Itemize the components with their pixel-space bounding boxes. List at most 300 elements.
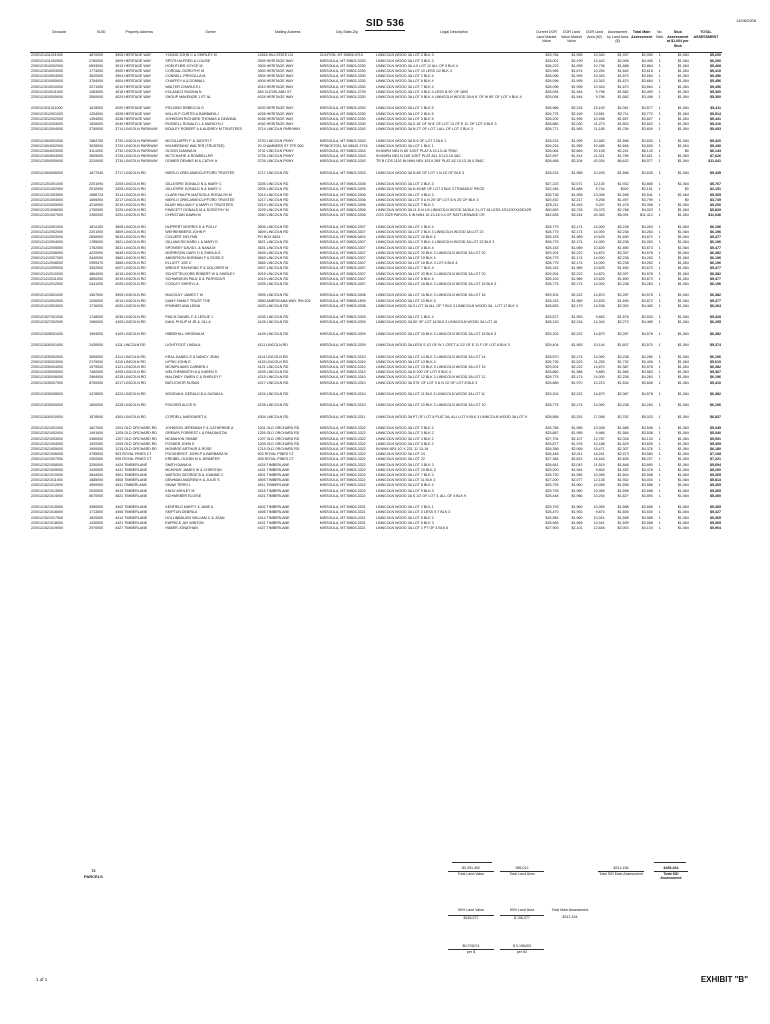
table-row (30, 494, 722, 499)
table-cell: 1 (658, 452, 661, 457)
table-cell: 3214 LINCOLN RD (115, 192, 146, 197)
table-cell: SMITH DANA M (165, 462, 192, 467)
table-cell: 2959470 (89, 261, 104, 266)
table-cell: 3205 LINCOLN RD (257, 187, 289, 192)
table-cell: $2,238 (617, 354, 629, 359)
table-row (30, 171, 722, 176)
table-cell: 2200121201003000 (31, 192, 63, 197)
table-cell: 840 CLEVELAND ST (257, 89, 292, 94)
table-cell: CORDIAL DOROTHY M (165, 68, 205, 73)
table-cell: $0 (684, 197, 689, 202)
table-cell: 3720 LINCOLN PKWY (257, 138, 294, 143)
table-cell: $1,064 (677, 276, 689, 281)
table-cell: $1,989 (571, 245, 583, 250)
table-cell: $2,605 (617, 457, 629, 462)
table-row (30, 457, 722, 462)
table-cell: 4515 TIMBERLANE (257, 488, 290, 493)
table-cell: $1,989 (571, 266, 583, 271)
table-cell: LINNCOLN WOOD 3A LOT 2 BLK 5 (375, 111, 434, 116)
table-cell: 10,006 (593, 192, 605, 197)
table-cell: LINNCOLN WOOD 3A LOT 1 BLK 1 (375, 143, 434, 148)
table-cell: $2,238 (617, 256, 629, 261)
table-cell: $3,821 (641, 154, 653, 159)
table-cell: $1,064 (677, 375, 689, 380)
table-cell: $3,538 (641, 431, 653, 436)
table-cell: CHRISTIAN DAWN M (165, 213, 201, 218)
table-cell: MISSOULA, MT 59803-3343 (319, 138, 366, 143)
table-cell: $1,064 (677, 213, 689, 218)
table-cell: 9,796 (595, 95, 605, 99)
table-cell: 10,625 (593, 298, 605, 303)
table-cell: 1748000 (89, 315, 104, 320)
table-cell: 3904 HERITAGE WAY (115, 74, 152, 79)
table-cell: $2,174 (571, 403, 583, 408)
table-cell: $11,641 (708, 159, 721, 164)
table-cell: 2300000 (89, 457, 104, 462)
table-cell: $20,452 (545, 197, 559, 202)
table-cell: $1,640 (617, 68, 629, 73)
table-cell: GILLESPIE DONALD N & MARY C (165, 182, 222, 187)
table-cell: 2200121504002000 (31, 143, 63, 148)
table-cell: $2,782 (617, 414, 629, 419)
total-land-value-caption: Total Land Value (448, 871, 494, 877)
table-cell: $23,955 (545, 68, 559, 73)
table-cell: 14,000 (593, 240, 605, 245)
table-cell: 4025 LINCOLN RD (115, 282, 146, 287)
table-cell: MISSOULA, MT 59803-3310 (319, 365, 366, 369)
table-cell: 1 (658, 510, 661, 515)
table-cell: 2200121412007000 (31, 256, 63, 261)
table-cell: 1785000 (89, 240, 104, 245)
table-cell: MACOULY JAMES T M (165, 293, 203, 298)
table-cell: 4521 TIMBERLANE (257, 493, 290, 498)
table-cell: $1,064 (677, 467, 689, 472)
table-cell: 4010 HERITAGE WAY (257, 84, 294, 89)
table-cell: 14,870 (593, 250, 605, 255)
table-cell: 1 (658, 230, 661, 234)
table-cell: $1,960 (571, 505, 583, 510)
table-cell: 12,787 (593, 436, 605, 441)
table-cell: 4028 HERITAGE WAY (115, 111, 152, 116)
table-cell: 3714 LINCOLN PARKWAY (115, 127, 159, 132)
table-cell: $1,666 (617, 143, 629, 148)
table-cell: $29,204 (545, 392, 559, 396)
table-cell: EAPRICK JAY WINTON (165, 520, 204, 525)
table-cell: 1 (658, 343, 661, 348)
area-rate-amount: $ 0.158403 (513, 944, 531, 948)
table-cell: 4421 TIMBERLANE (257, 520, 290, 525)
table-cell: $0 (684, 149, 689, 153)
table-cell: $1,064 (677, 74, 689, 79)
table-cell: 3225 LINCOLN RD (257, 208, 289, 213)
table-cell: 2200121530010000 (31, 414, 63, 419)
table-cell: 3251 LINCOLN RD (115, 213, 146, 218)
table-cell: $2,174 (571, 354, 583, 359)
table-cell: $5,367 (710, 370, 721, 375)
table-cell: 2200121510010000 (31, 84, 63, 89)
table-cell: 14,870 (593, 331, 605, 336)
table-cell: $1,064 (677, 53, 689, 58)
table-cell: MISSOULA, MT 59803-3310 (319, 403, 366, 408)
table-cell: 2200121512004000 (31, 127, 63, 132)
table-cell: $2,023 (571, 359, 583, 364)
table-cell: 3217 LINCOLN RD (257, 197, 289, 202)
table-cell: 905 ROYAL PINES CT (257, 457, 294, 462)
table-cell: 2350000 (89, 213, 104, 218)
table-cell: $2,238 (617, 403, 629, 408)
table-cell: 2200121521014000 (31, 493, 63, 498)
table-cell: $1,955 (571, 143, 583, 148)
table-cell: 3219 LINCOLN RD (115, 203, 146, 207)
table-cell: LINNCOLN WOOD 3A LOT 19 BLK 4 (375, 256, 436, 261)
table-cell: 1 (658, 138, 661, 143)
table-cell: LINNCOLN WOOD 3A LOT 1 BLK 4 (375, 74, 434, 79)
table-cell: $26,064 (545, 149, 559, 153)
table-cell: MISSOULA, MT 59803-3310 (319, 375, 366, 380)
table-cell: $1,064 (677, 208, 689, 213)
table-cell: $3,635 (641, 170, 653, 175)
table-cell: 1 (658, 159, 661, 164)
table-cell: $1,606 (617, 510, 629, 515)
table-cell: $1,988 (571, 370, 583, 375)
table-cell: 4220000 (89, 250, 104, 255)
table-cell: LINNCOLN WOOD 3A LOT 15 BLK 3 (375, 467, 436, 472)
table-cell: 1 (658, 359, 661, 364)
table-cell: LINNCOLN WOOD 3A LOT 4 BLK 2 (375, 436, 434, 441)
table-cell: GILLIAM RICHARD L & MARY D (165, 240, 219, 245)
column-header: City-State-Zip (335, 30, 358, 34)
table-cell: 8750000 (89, 380, 104, 385)
table-cell: 3631 LINCOLN RD (257, 245, 289, 250)
table-cell: $1,670 (617, 84, 629, 89)
table-cell: 4215 LINCOLN RD (115, 375, 146, 380)
table-cell: MALONEY OWEN C & SHIRLEY F (165, 375, 222, 380)
total-sid-assessment (654, 866, 688, 881)
table-row (30, 95, 722, 100)
table-cell: SKIPTUN DEBRA A (165, 510, 198, 515)
table-cell: 4019 LINCOLN RD (257, 276, 289, 281)
table-cell: 3609 LINCOLN RD (115, 230, 146, 234)
table-cell: 4755000 (89, 452, 104, 457)
table-cell: 1201 OLD ORCHARD RD (257, 426, 300, 431)
table-cell: PO BOX 5824 (257, 235, 281, 240)
table-cell: LINNCOLN WOOD 3A LOT 5 & N 25' OF LOT 6 N 25' OF BLK 3 (375, 197, 479, 202)
table-cell: 4210000 (89, 203, 104, 207)
table-cell: 3440000 (89, 256, 104, 261)
table-cell: $3,546 (641, 426, 653, 431)
table-cell: $6,143 (641, 149, 653, 153)
table-cell: LINNCOLN WOOD 3A LOT 8 BLK 3 (375, 483, 434, 488)
table-cell: RYMNER ANA LEINA (165, 303, 201, 308)
table-cell: 4004 HERITAGE WAY (115, 79, 152, 84)
table-cell: LINNCOLN WOOD 3A LOT 4 BLK 3 (375, 192, 434, 197)
table-cell: KOLANICZ RUDINA N (165, 89, 202, 94)
table-cell: 14,000 (593, 282, 605, 287)
table-cell: $2,222 (571, 293, 583, 298)
table-cell: 3726 LINCOLN PARKWAY (115, 154, 159, 159)
split-main-assessment-caption: Total Main Assessment (551, 908, 589, 912)
table-cell: $5,410 (710, 68, 721, 73)
table-cell: LINNCOLN WOOD 3A LOT 3 BLK 5 (375, 116, 434, 121)
table-cell: $22,997 (545, 154, 559, 159)
table-cell: 4511 TIMBERLANE (257, 483, 290, 488)
table-cell: MISSOULA, MT 59803-3310 (319, 359, 366, 364)
table-cell: $27,384 (545, 457, 559, 462)
table-cell: $6,180 (710, 446, 721, 451)
table-cell: $2,179 (571, 303, 583, 308)
table-cell: $1,627 (617, 493, 629, 498)
table-cell: $5,374 (710, 343, 721, 348)
table-cell: IN NWR4 NE4 N 85' 1/2ET PLAT A 10-13-16 TRAC (375, 149, 458, 153)
table-cell: $28,775 (545, 403, 559, 408)
total-land-value (448, 866, 494, 876)
table-cell: 4501 TIMBERLANE (115, 473, 148, 477)
table-cell: $25,211 (545, 203, 559, 207)
table-cell: 2071000 (89, 84, 104, 89)
table-cell: 1491000 (89, 431, 104, 436)
table-cell: MISSOULA, MT 59803-3310 (319, 354, 366, 359)
table-cell: 3605 LINCOLN RD (115, 224, 146, 229)
table-cell: $6,196 (710, 256, 721, 261)
table-cell: 1083000 (89, 89, 104, 94)
table-cell: 1 (658, 208, 661, 213)
table-cell: $1,064 (677, 359, 689, 364)
table-cell: 4421 TIMBERLANE (115, 520, 148, 525)
table-cell: LINNCOLN WOOD 3A LOT 7 BLK 3 (375, 473, 434, 477)
split-main-assessment-amount: $312,154 (562, 914, 578, 919)
table-cell: $1,657 (617, 116, 629, 121)
table-cell: $1,953 (571, 315, 583, 320)
table-cell: $2,217 (571, 197, 583, 202)
table-cell: 4505 TIMBERLANE (115, 478, 148, 483)
table-cell: 10,213 (593, 380, 605, 385)
table-cell: LINNCOLN WOOD 3A LOT 3 BLK 3 (375, 58, 434, 63)
table-cell: $25,730 (545, 473, 559, 477)
table-cell: $28,120 (545, 320, 559, 325)
table-cell: $3,496 (641, 95, 653, 99)
table-cell: 2200121510003000 (31, 68, 63, 73)
table-cell: $2,273 (617, 320, 629, 325)
table-row (30, 332, 722, 337)
table-cell: 1 (658, 414, 661, 419)
table-cell: 8570000 (89, 493, 104, 498)
table-cell: LINNCOLN WOOD 3A LOT 15 BLK 3 LINNCOLN WOOD 3A LOT 15 BLK 3 (375, 331, 497, 336)
table-cell: $29,204 (545, 293, 559, 298)
table-cell: $1,995 (571, 74, 583, 79)
table-cell: 3550 AMERICANA WAY, RM 204 (257, 298, 311, 303)
table-cell: 3732 LINCOLN PKWY (257, 149, 294, 153)
table-cell: 1 (658, 245, 661, 250)
table-cell: RUSSELL RONALD L & MARILYN J (165, 122, 224, 126)
table-cell: $29,404 (545, 343, 559, 348)
totals-rule-left (452, 862, 492, 863)
table-cell: $1,914 (571, 154, 583, 159)
table-cell: HUPPERT MORRIS D & POLLY (165, 224, 218, 229)
table-cell: $1,989 (571, 276, 583, 281)
table-cell: 2200121521002000 (31, 431, 63, 436)
table-cell: 4228 LINCOLN RD (115, 403, 146, 408)
table-cell: MISSOULA, MT 59803-3322 (319, 478, 366, 483)
table-cell: NIERLO ORELANIE/CLIFFORD TRUSTEE (165, 170, 235, 175)
table-cell: 3905 LINCOLN RD (115, 293, 146, 298)
table-cell: 14,344 (593, 320, 605, 325)
table-cell: 1 (658, 483, 661, 488)
split-main-assessment (550, 908, 590, 919)
table-cell: MISSOULA, MT 59803-3322 (319, 473, 366, 477)
table-cell: 2200121412011000 (31, 276, 63, 281)
table-cell: $1,995 (571, 116, 583, 121)
table-cell: 3028000 (89, 143, 104, 148)
table-cell: MISSOULA, MT 59803-3307 (319, 256, 366, 261)
table-cell: $1,970 (571, 380, 583, 385)
table-cell: $5,694 (710, 462, 721, 467)
table-cell: $6,196 (710, 240, 721, 245)
table-cell: $4,263 (641, 282, 653, 287)
table-cell: ANDERSON NORMAN F & ROSE E (165, 256, 224, 261)
table-cell: MISSOULA, MT 59803-3309 (319, 331, 366, 336)
table-cell: $1,953 (571, 510, 583, 515)
table-cell: $26,153 (545, 276, 559, 281)
column-header: Total Main Assessment (631, 30, 653, 39)
table-cell: 10,736 (593, 63, 605, 68)
table-cell: CHAFFEY A & DONNA L (165, 79, 206, 84)
table-cell: 10,498 (593, 116, 605, 121)
table-cell: $1,064 (677, 473, 689, 477)
table-cell: $6,196 (710, 261, 721, 266)
table-cell: $6,382 (710, 392, 721, 396)
table-cell: 3615 LINCOLN RD (115, 235, 146, 240)
table-cell: 1620000 (89, 515, 104, 520)
table-cell: $4,578 (641, 271, 653, 276)
table-cell: 10,340 (593, 53, 605, 58)
table-cell: 3904 HERITAGE WAY (257, 74, 294, 79)
table-cell: 2984000 (89, 375, 104, 380)
table-cell: COOLEY SHERYL A (165, 282, 199, 287)
table-cell: 2430000 (89, 343, 104, 348)
table-cell: $2,397 (617, 250, 629, 255)
table-cell: $1,064 (677, 127, 689, 132)
table-cell: $2,174 (571, 240, 583, 245)
table-cell: 14,442 (593, 58, 605, 63)
table-cell: 4040 HERITAGE WAY (257, 122, 294, 126)
table-cell: $1,955 (571, 473, 583, 477)
table-cell: 3302000 (89, 266, 104, 271)
table-cell: 1606000 (89, 197, 104, 202)
column-header: Mailing Address (275, 30, 301, 34)
table-cell: $5,327 (710, 510, 721, 515)
table-cell: 15,471 (593, 446, 605, 451)
table-cell: 2200121528001000 (31, 331, 63, 336)
table-cell: 3219 LINCOLN RD (257, 203, 289, 207)
table-cell: 1 (658, 505, 661, 510)
table-cell: $1,670 (617, 74, 629, 79)
table-cell: 4505 TIMBERLANE (257, 478, 290, 483)
table-cell: 3904 HERITAGE WAY (257, 63, 294, 68)
table-cell: HIBBEHILL VIRGINIA M (165, 331, 205, 336)
table-cell: WILLIS P CURTIS & BARBARA J (165, 111, 219, 116)
table-cell: MISSOULA, MT 59803-3330 (319, 84, 366, 89)
table-cell: $6,837 (710, 414, 721, 419)
table-cell: $3,396 (641, 203, 653, 207)
table-cell: 2000000 (89, 488, 104, 493)
table-cell: $2,008 (617, 58, 629, 63)
table-cell: 1 (658, 320, 661, 325)
table-cell: 1209 OLD ORCHARD RD (257, 441, 300, 446)
table-cell: $2,287 (617, 293, 629, 298)
table-cell: 2200121521007000 (31, 457, 63, 462)
table-row (30, 282, 722, 287)
table-cell: $1,064 (677, 505, 689, 510)
table-cell: $5,365 (710, 483, 721, 488)
half-land-area (500, 908, 544, 920)
table-cell: $5,456 (710, 79, 721, 84)
value-rate (448, 944, 494, 954)
table-cell: $2,174 (571, 282, 583, 287)
table-cell: CONNELL PRISCILLA M (165, 74, 206, 79)
table-cell: 16,444 (593, 457, 605, 462)
table-cell: $3,558 (641, 473, 653, 477)
table-cell: $2,387 (617, 365, 629, 369)
table-cell: $1,944 (571, 467, 583, 472)
table-cell: 4015 LINCOLN RD (115, 271, 146, 276)
table-cell: LINNCOLN WOOD 3A LOT 2 BLK 3 LINNCOLN WOOD 3A LOT 23 (375, 230, 484, 234)
table-cell: 2200121511011000 (31, 106, 63, 111)
parcel-count-label: PARCELS (84, 874, 103, 879)
table-cell: $2,573 (617, 452, 629, 457)
table-cell: $6,196 (710, 354, 721, 359)
table-row (30, 483, 722, 488)
table-cell: KREIBEL GLENN M & JENNIFER (165, 457, 220, 462)
table-cell: 2200121527001000 (31, 315, 63, 320)
table-cell: 10,059 (593, 473, 605, 477)
table-cell: 3717 LINCOLN RD (257, 170, 289, 175)
table-cell: $22,346 (545, 187, 559, 192)
table-cell: $26,223 (545, 63, 559, 68)
table-cell: MISSOULA, MT 59803-3307 (319, 240, 366, 245)
table-cell: $2,174 (571, 224, 583, 229)
table-cell: 2200121201006000 (31, 208, 63, 213)
table-cell: $3,558 (641, 505, 653, 510)
table-cell: 1 (658, 89, 661, 94)
table-cell: $1,064 (677, 95, 689, 99)
table-cell: $2,251 (571, 414, 583, 419)
table-cell: 3665 LINCOLN RD (257, 261, 289, 266)
table-cell: $3,534 (641, 315, 653, 320)
table-cell: $3,570 (641, 343, 653, 348)
table-cell: 3909 HERITAGE WAY (257, 58, 294, 63)
table-cell: 3732 LINCOLN PARKWAY (115, 149, 159, 153)
table-cell: $2,234 (571, 106, 583, 111)
table-cell: $1,064 (677, 79, 689, 84)
table-cell: $1,064 (677, 478, 689, 483)
table-cell: $3,673 (641, 276, 653, 281)
table-cell: 2200121530008000 (31, 392, 63, 396)
table-cell: 1205 OLD ORCHARD RD (257, 431, 300, 436)
table-cell: $2,011 (571, 452, 583, 457)
table-cell: LINNCOLN WOOD 3A LOT 6 BLK 3 (375, 520, 434, 525)
table-cell: $2,222 (571, 271, 583, 276)
table-cell: 2200121201002000 (31, 187, 63, 192)
table-cell: LINNCOLN WOOD 3A LOT 5 BLK 3 (375, 515, 434, 520)
table-cell: 2478000 (89, 392, 104, 396)
table-cell: $26,096 (545, 84, 559, 89)
table-row (30, 510, 722, 515)
table-cell: 2200121521012000 (31, 483, 63, 488)
table-cell: $25,793 (545, 505, 559, 510)
table-cell: $1,064 (677, 68, 689, 73)
table-cell: $26,001 (545, 58, 559, 63)
table-cell: $2,174 (571, 261, 583, 266)
